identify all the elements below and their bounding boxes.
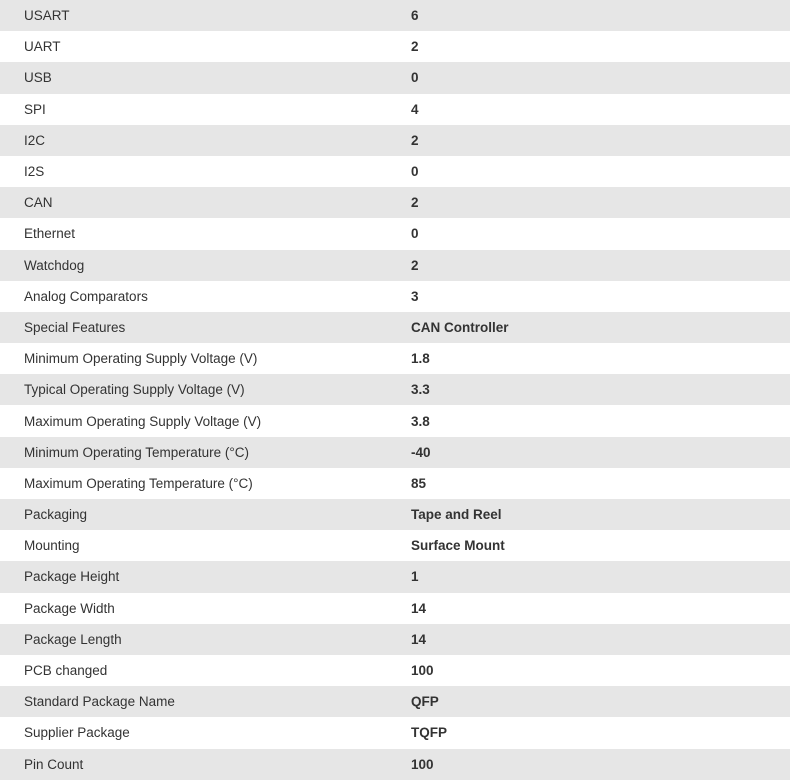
spec-value: 3.8 (411, 413, 430, 429)
spec-value: 2 (411, 132, 419, 148)
spec-label: Typical Operating Supply Voltage (V) (24, 382, 245, 398)
spec-label: SPI (24, 101, 46, 117)
spec-row-package-width (0, 593, 790, 624)
spec-label: I2C (24, 132, 46, 148)
spec-label: CAN (24, 195, 53, 211)
spec-value: 3 (411, 288, 419, 304)
spec-row-typ-supply-voltage (0, 374, 790, 405)
spec-value: 4 (411, 101, 419, 117)
spec-row-usb (0, 62, 790, 93)
spec-row-i2c (0, 125, 790, 156)
spec-label: PCB changed (24, 663, 108, 679)
spec-value: 100 (411, 663, 434, 679)
spec-row-package-height (0, 561, 790, 592)
spec-value: CAN Controller (411, 319, 509, 335)
spec-value: QFP (411, 694, 439, 710)
spec-label: Packaging (24, 507, 88, 523)
spec-label: Ethernet (24, 226, 76, 242)
spec-value: 14 (411, 600, 427, 616)
spec-row-ethernet (0, 218, 790, 249)
spec-row-max-supply-voltage (0, 405, 790, 436)
spec-row-pin-count (0, 749, 790, 780)
spec-row-max-temperature (0, 468, 790, 499)
spec-label: Maximum Operating Supply Voltage (V) (24, 413, 262, 429)
spec-label: Standard Package Name (24, 694, 175, 710)
spec-label: Watchdog (24, 257, 85, 273)
spec-label: Special Features (24, 319, 126, 335)
spec-row-uart (0, 31, 790, 62)
spec-row-min-temperature (0, 437, 790, 468)
spec-label: Mounting (24, 538, 80, 554)
spec-row-package-length (0, 624, 790, 655)
spec-row-analog-comparators (0, 281, 790, 312)
spec-row-spi (0, 94, 790, 125)
spec-row-special-features (0, 312, 790, 343)
spec-value: 14 (411, 631, 427, 647)
spec-label: UART (24, 39, 61, 55)
spec-value: TQFP (411, 725, 447, 741)
spec-label: Supplier Package (24, 725, 130, 741)
spec-value: 2 (411, 195, 419, 211)
spec-row-packaging (0, 499, 790, 530)
spec-label: Minimum Operating Temperature (°C) (24, 444, 249, 460)
spec-value: 100 (411, 756, 434, 772)
spec-row-usart (0, 0, 790, 31)
spec-value: 2 (411, 257, 419, 273)
spec-label: Package Length (24, 631, 122, 647)
spec-row-i2s (0, 156, 790, 187)
spec-value: 3.3 (411, 382, 430, 398)
spec-value: 85 (411, 475, 427, 491)
spec-value: -40 (411, 444, 431, 460)
spec-value: Tape and Reel (411, 507, 502, 523)
spec-label: Package Height (24, 569, 120, 585)
spec-label: USART (24, 8, 70, 24)
spec-value: 1.8 (411, 351, 430, 367)
spec-label: Minimum Operating Supply Voltage (V) (24, 351, 258, 367)
spec-label: USB (24, 70, 52, 86)
spec-label: Analog Comparators (24, 288, 148, 304)
spec-value: 0 (411, 70, 419, 86)
spec-label: Pin Count (24, 756, 84, 772)
spec-row-pcb-changed (0, 655, 790, 686)
spec-value: Surface Mount (411, 538, 505, 554)
spec-value: 0 (411, 164, 419, 180)
spec-row-mounting (0, 530, 790, 561)
spec-row-can (0, 187, 790, 218)
spec-row-standard-package-name (0, 686, 790, 717)
spec-row-min-supply-voltage (0, 343, 790, 374)
spec-row-supplier-package (0, 717, 790, 748)
spec-value: 2 (411, 39, 419, 55)
spec-label: Package Width (24, 600, 115, 616)
spec-value: 1 (411, 569, 419, 585)
spec-label: Maximum Operating Temperature (°C) (24, 475, 253, 491)
spec-value: 0 (411, 226, 419, 242)
spec-row-watchdog (0, 250, 790, 281)
spec-value: 6 (411, 8, 419, 24)
spec-label: I2S (24, 164, 45, 180)
